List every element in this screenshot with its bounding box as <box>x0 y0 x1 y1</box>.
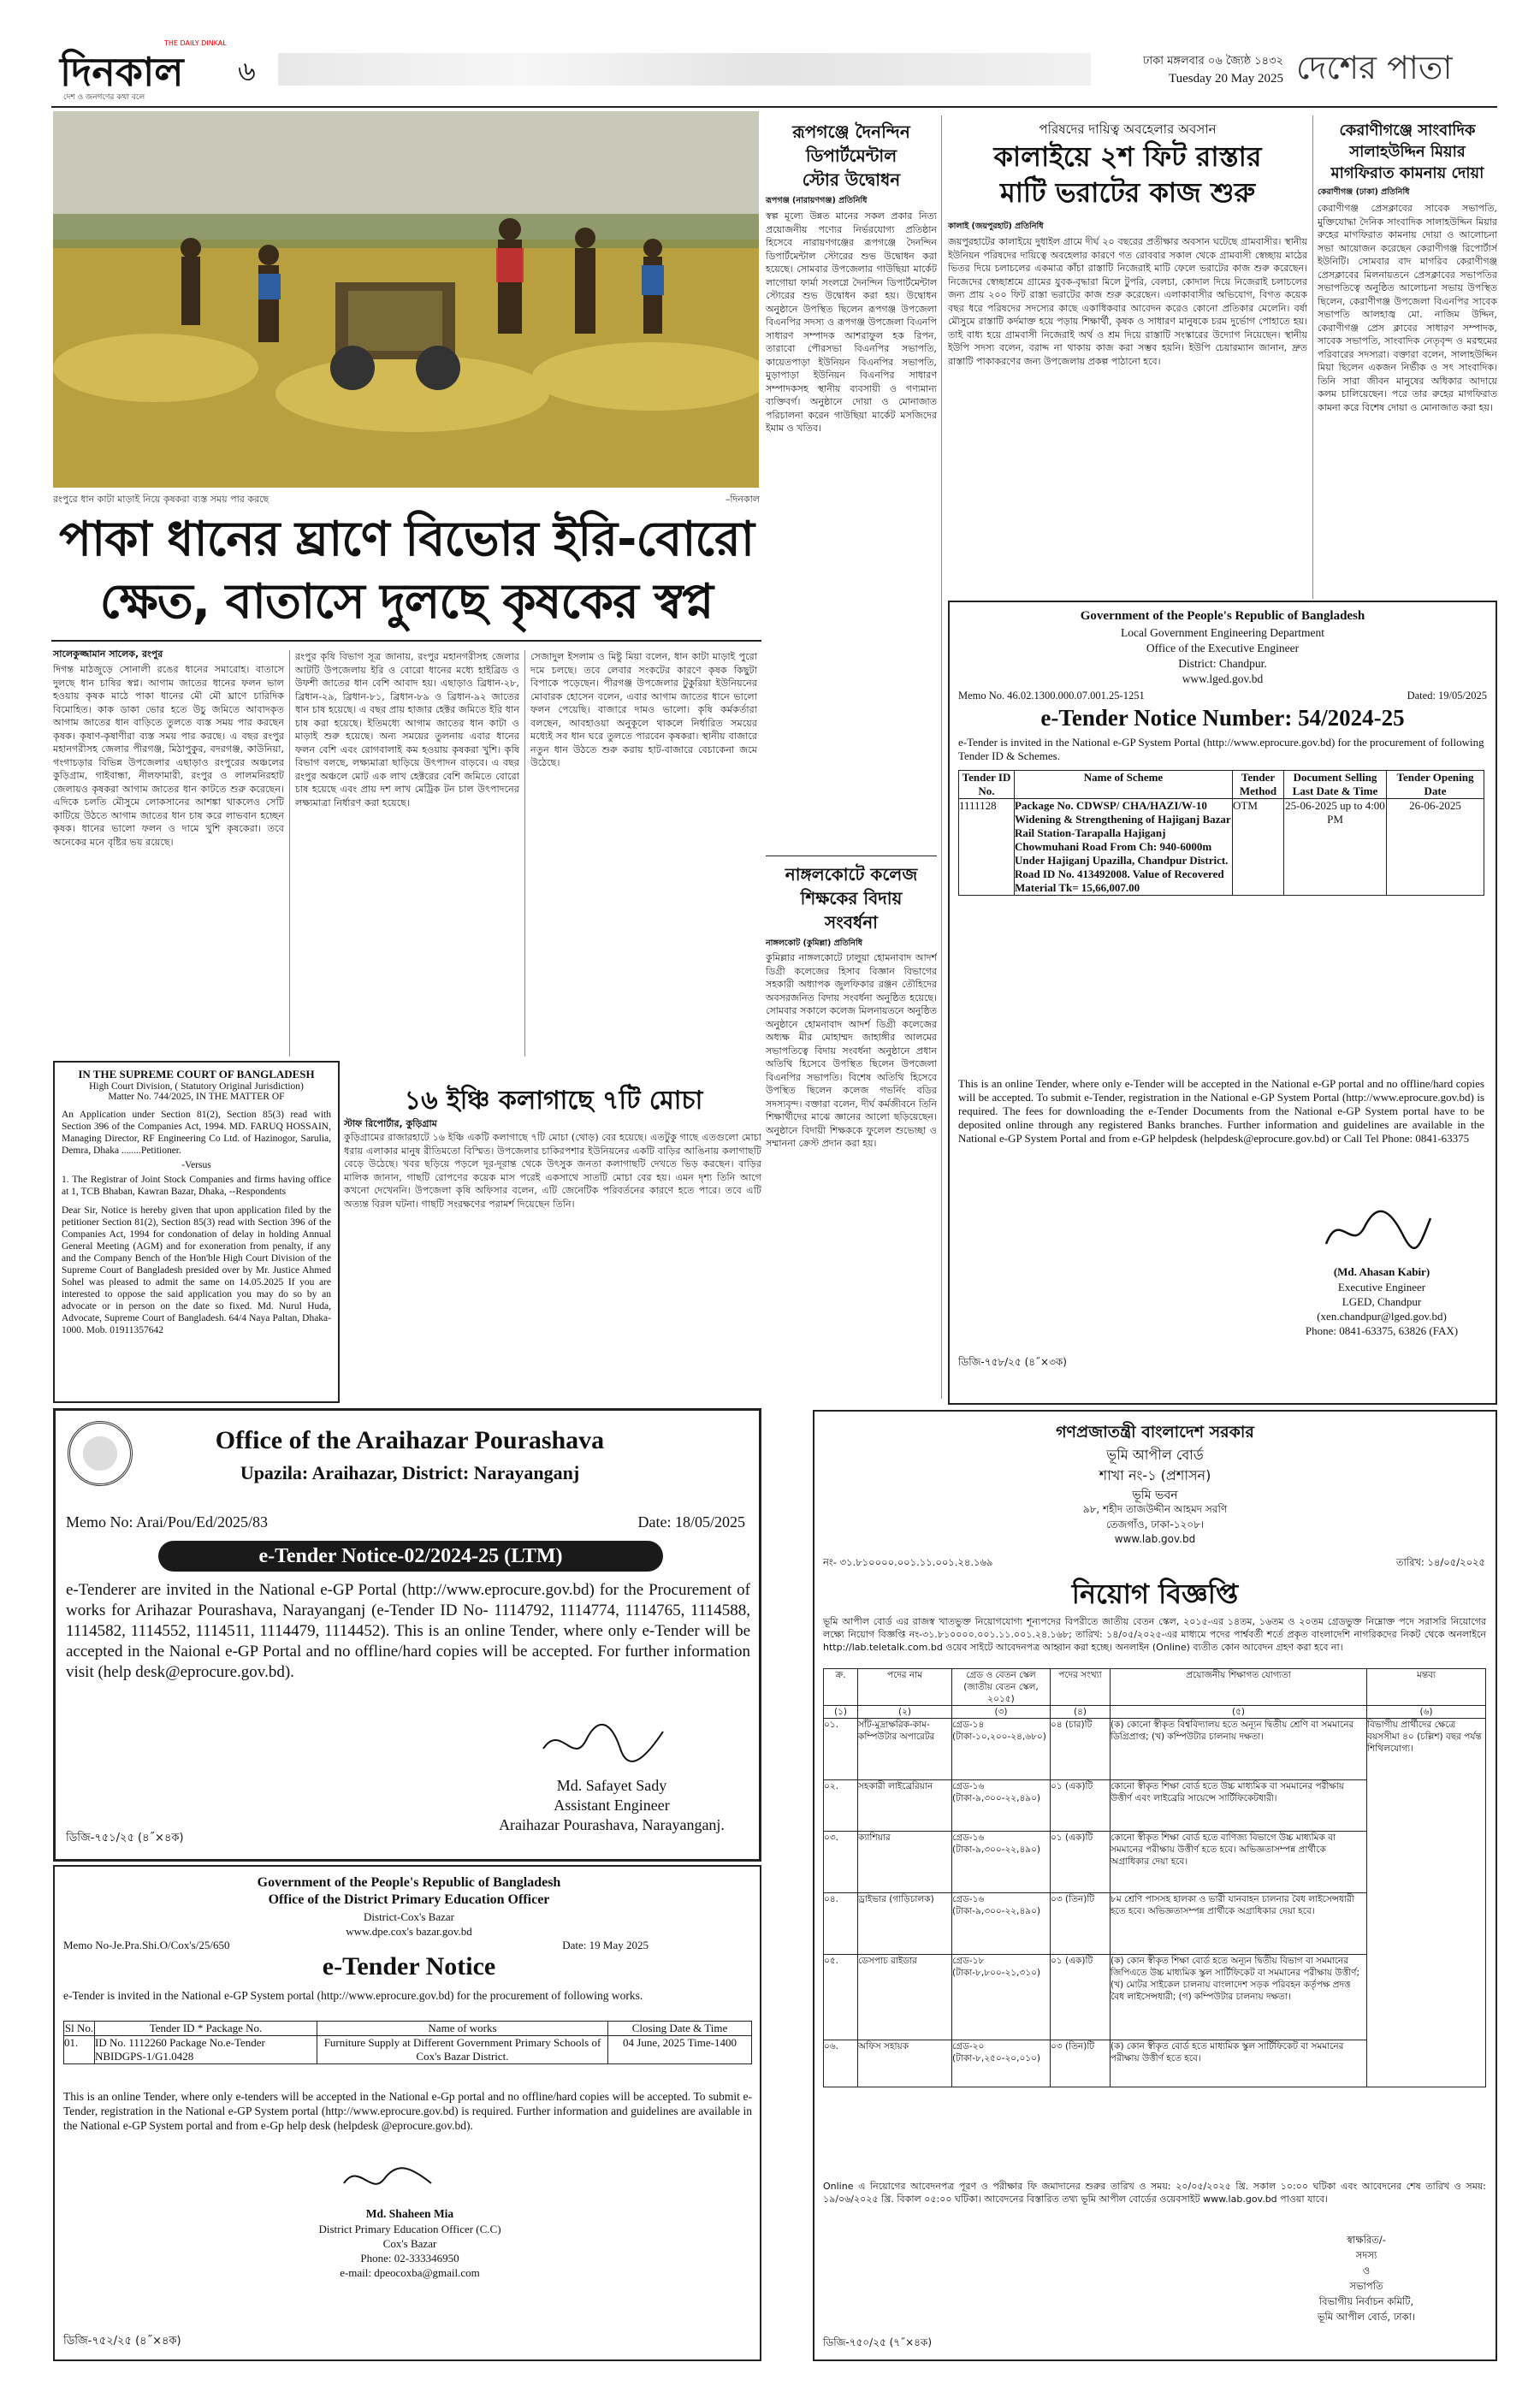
bhumi-online: Online এ নিয়োগের আবেদনপত্র পূরণ ও পরীক্ষার ফি জমাদানের শুরুর তারিখ ও সময়: ২০/০৫/২০২৫ খ্রি. সকাল ১০:০০ ঘটিকা এবং আবেদনের শেষ তারিখ ও সময়: ১৯/০৬/২০২৫ খ্রি. বিকাল ০৫:০০ ঘটিকা। আবেদনের বিস্তারিত তথ্য ভূমি আপীল বোর্ডের ওয়েবসাইট www.lab.gov.bd পাওয়া যাবে। <box>823 2181 1486 2205</box>
bhumi-cell: ০১ (এক)টি <box>1051 1780 1111 1832</box>
bhumi-th-qual: প্রয়োজনীয় শিক্ষাগত যোগ্যতা <box>1111 1669 1367 1706</box>
bhumi-th-post: পদের নাম <box>858 1669 952 1706</box>
dpeo-footer: This is an online Tender, where only e-tenders will be accepted in the National e-Gp portal and no offline/hard copies will be accepted. To submit e-Tender, registration in the National e-GP System portal (http://www.eprocure.gov.bd) is required. Further information and guidelines are available in the National e-GP System portal and from e-Gp help desk (helpdesk @eprocure.gov.bd). <box>63 2090 752 2132</box>
bhumi-cell: ড্রাইভার (গাড়িচালক) <box>858 1893 952 1955</box>
lead-col-3: সেজাদুল ইসলাম ও মিষ্টু মিয়া বলেন, ধান কাটা মাড়াই পুরো দমে চলছে। তবে লেবার সংকটের কারণে কৃষক কিছুটা বিপাকে পড়েছেন। পীরগঞ্জ উপজেলার টুকুরিয়া ইউনিয়নের মোবারক হোসেন বলেন, এবার আগাম জাতের ধানে ভালো ফলন পেয়েছি। বাজারে দামও ভালো। কৃষি কর্মকর্তারা বলছেন, আবহাওয়া অনুকূলে থাকলে নির্ধারিত সময়ের মধ্যেই সব ধান ঘরে তুলতে পারবেন কৃষকরা। স্থানীয় বাজারে নতুন ধান উঠতে শুরু করায় হাট-বাজারে বেচাকেনা জমে উঠেছে। <box>530 651 757 768</box>
dpeo-th-works: Name of works <box>317 2022 608 2036</box>
lged-sign-phone: Phone: 0841-63375, 63826 (FAX) <box>1305 1324 1459 1337</box>
bhumi-cell: সহকারী লাইব্রেরিয়ান <box>858 1780 952 1832</box>
bhumi-cell: বিভাগীয় প্রার্থীদের ক্ষেত্রে বয়সসীমা ৪০ (চল্লিশ) বছর পর্যন্ত শিথিলযোগ্য। <box>1367 1719 1486 2087</box>
court-subtitle-2: Matter No. 744/2025, IN THE MATTER OF <box>108 1092 285 1102</box>
bhumi-cell: সাঁট-মুদ্রাক্ষরিক-কাম-কম্পিউটার অপারেটর <box>858 1719 952 1780</box>
dpeo-web: www.dpe.cox's bazar.gov.bd <box>346 1925 472 1938</box>
dpeo-gov: Government of the People's Republic of Bangladesh <box>257 1875 561 1890</box>
bhumi-table <box>823 1668 1486 2087</box>
rupganj-body: স্বল্প মূল্যে উন্নত মানের সকল প্রকার নিত্য প্রয়োজনীয় পণ্যের নির্ভরযোগ্য প্রতিষ্ঠান হিসেবে নারায়ণগঞ্জের রূপগঞ্জে দৈনন্দিন ডিপার্টমেন্টাল স্টোরের শুভ উদ্বোধন করা হয়েছে। সোমবার উপজেলার গাউছিয়া মার্কেট লাগোয়া ফার্মা সংলগ্নে দৈনন্দিন ডিপার্টমেন্টাল স্টোরের শুভ উদ্বোধন করা হয়। উদ্বোধন অনুষ্ঠানে উপস্থিত ছিলেন রূপগঞ্জ উপজেলা বিএনপির সদস্য ও রূপগঞ্জ উপজেলা বিএনপি সাধারণ সম্পাদক আশরাফুল হক রিপন, তারাবো পৌরসভা বিএনপির সভাপতি, কায়েতপাড়া ইউনিয়ন বিএনপির সভাপতি, মুড়াপাড়া ইউনিয়ন বিএনপির সাধারণ সম্পাদকসহ স্থানীয় ব্যবসায়ী ও গণ্যমান্য ব্যক্তিবর্গ। অনুষ্ঠানে দোয়া ও মোনাজাত পরিচালনা করেন গাউছিয়া মার্কেট মসজিদের ইমাম ও খতিব। <box>766 210 937 434</box>
bhumi-cell: গ্রেড-১৪ (টাকা-১০,২০০-২৪,৬৮০) <box>952 1719 1051 1780</box>
lged-th-scheme: Name of Scheme <box>1015 771 1233 799</box>
kalai-byline: কালাই (জয়পুরহাট) প্রতিনিধি <box>948 222 1044 231</box>
masthead-tagline: দেশ ও জনগণের কথা বলে <box>63 93 145 102</box>
nangal-title-3[interactable]: সংবর্ধনা <box>825 912 878 933</box>
bhumi-sign-4: সভাপতি <box>1349 2280 1383 2292</box>
dpeo-place: District-Cox's Bazar <box>364 1910 454 1923</box>
kola-byline: স্টাফ রিপোর্টার, কুড়িগ্রাম <box>344 1118 437 1129</box>
lged-cell-opening: 26-06-2025 <box>1387 799 1484 896</box>
col-rule-right <box>1312 115 1313 599</box>
photo-caption: রংপুরে ধান কাটা মাড়াই নিয়ে কৃষকরা ব্যস্ত সময় পার করছে <box>53 494 270 505</box>
rupganj-title-3[interactable]: স্টোর উদ্বোধন <box>802 169 901 190</box>
araihazar-memo: Memo No: Arai/Pou/Ed/2025/83 <box>66 1513 268 1531</box>
lged-sign-name: (Md. Ahasan Kabir) <box>1333 1265 1430 1278</box>
bhumi-cell: ০৪ (চার)টি <box>1051 1719 1111 1780</box>
lged-dept: Local Government Engineering Department <box>1120 626 1325 639</box>
lged-th-selling: Document Selling Last Date & Time <box>1284 771 1387 799</box>
araihazar-banner: e-Tender Notice-02/2024-25 (LTM) <box>158 1541 663 1572</box>
keraniganj-title-2[interactable]: সালাহউদ্দিন মিয়ার <box>1349 143 1466 161</box>
lead-col-1: দিগন্ত মাঠজুড়ে সোনালী রঙের ধানের সমারোহ। বাতাসে দুলছে ধান চাষির স্বপ্ন। আগাম জাতের ধানের ফলন ভাল হওয়ায় কৃষক মাঠে পাকা ধানের মৌ মৌ ঘ্রাণে চারিদিক বিমোহিত। কাক ডাকা ভোর হতে উচু জমিতে আবাদকৃত আগাম জাতের ধান বাড়িতে তুলতে ব্যস্ত সময় পার করছেন কৃষক। কৃষাণ-কৃষাণীরা ব্যস্ত সময় পার করছে। এ বছর রংপুর মহানগরীসহ জেলার পীরগঞ্জ, মিঠাপুকুর, বদরগঞ্জ, কাউনিয়া, গংগাচড়ার বিভিন্ন উপজেলার এছাড়াও রংপুরের অঞ্চলের কুড়িগ্রাম, গাইবান্ধা, নীলফামারী, রংপুর ও লালমনিরহাট জেলায়ও কৃষকরা আগাম জাতের ধান কাটতে শুরু করেছেন। এদিকে চলতি মৌসুমে লোকসানের আশঙ্কা থাকলেও সেটি কাটিয়ে উঠতে আগাম জাতের ধান চাষ করে লাভবান হচ্ছেন কৃষক। ধানের ভালো ফলন ও দামে খুশি কৃষকেরা। তবে অনেকের মনে বৃষ্টির ভয় রয়েছে। <box>53 664 284 848</box>
bhumi-cell: গ্রেড-১৮ (টাকা-৮,৮০০-২১,৩১০) <box>952 1955 1051 2040</box>
dpeo-th-tender: Tender ID * Package No. <box>95 2022 317 2036</box>
lged-th-opening: Tender Opening Date <box>1387 771 1484 799</box>
court-title: IN THE SUPREME COURT OF BANGLADESH <box>78 1068 315 1081</box>
araihazar-ad-code: ডিজি-৭৫১/২৫ (৪˝×৪ক) <box>66 1832 184 1844</box>
page-number: ৬ <box>238 55 256 87</box>
lged-office: Office of the Executive Engineer <box>1146 642 1300 654</box>
masthead-logo-en: THE DAILY DINKAL <box>164 39 227 47</box>
araihazar-subtitle: Upazila: Araihazar, District: Narayanganj <box>240 1462 580 1483</box>
lged-sign-email: (xen.chandpur@lged.gov.bd) <box>1317 1310 1447 1323</box>
lead-photo <box>53 111 759 488</box>
lged-notice <box>948 601 1497 1405</box>
masthead-band <box>278 53 1091 86</box>
bhumi-addr-2: তেজগাঁও, ঢাকা-১২০৮। <box>1105 1519 1205 1531</box>
bhumi-addr-1: ৯৮, শহীদ তাজউদ্দীন আহমদ সরণি <box>1082 1503 1228 1515</box>
dpeo-notice <box>53 1865 761 2361</box>
nangal-body: কুমিল্লার নাঙ্গলকোটে ঢালুয়া হোমনাবাদ আদর্শ ডিগ্রী কলেজের হিসাব বিজ্ঞান বিভাগের সহকারী অধ্যাপক জুলফিকার রঞ্জন তৌহিদের অবসরজনিত বিদায় সংবর্ধনা অনুষ্ঠিত হয়েছে। সোমবার সকালে কলেজ মিলনায়তনে অনুষ্ঠিত অনুষ্ঠানে হোমনাবাদ আদর্শ ডিগ্রী কলেজের অধ্যক্ষ মীর মোহাম্মদ জাহাঙ্গীর আলমের সভাপতিত্বে বিদায় সংবর্ধনা অনুষ্ঠানে প্রধান অতিথি হিসেবে উপস্থিত ছিলেন উপজেলা বিএনপির সভাপতি। বিশেষ অতিথি হিসেবে উপস্থিত ছিলেন কলেজ গভর্নিং বডির সদস্যবৃন্দ। বক্তারা বলেন, দীর্ঘ কর্মজীবনে তিনি শিক্ষার্থীদের মাঝে জ্ঞানের আলো ছড়িয়েছেন। অনুষ্ঠানে বিদায়ী শিক্ষককে ফুলেল শুভেচ্ছা ও সম্মাননা ক্রেস্ট প্রদান করা হয়। <box>766 952 937 1149</box>
lead-headline-line-2[interactable]: ক্ষেত, বাতাসে দুলছে কৃষকের স্বপ্ন <box>99 574 714 630</box>
masthead-logo[interactable]: দিনকাল <box>60 49 184 95</box>
araihazar-body: e-Tenderer are invited in the National e-GP Portal (http://www.eprocure.gov.bd) for the Procurement of works for Arihazar Pourashava, Narayanganj (e-Tender ID No- 1114792, 1114774, 1114765, 1114588, 1114582, 1114552, 1114511, 1114479, 1114452). This is an online Tender, where only e-Tender will be accepted in the Naional e-GP Portal and no offline/hard copies will be accepted. For further information visit (help desk@eprocure.gov.bd). <box>66 1581 750 1681</box>
bhumi-th-remark: মন্তব্য <box>1367 1669 1486 1706</box>
bhumi-cell: ০৬. <box>824 2040 858 2087</box>
section-title: দেশের পাতা <box>1296 49 1453 86</box>
bhumi-colnum: (১) <box>824 1706 858 1719</box>
bhumi-intro: ভূমি আপীল বোর্ড এর রাজস্ব খাতভুক্ত নিয়োগযোগ্য শূন্যপদের বিপরীতে জাতীয় বেতন স্কেল, ২০১৫-এর ১৪তম, ১৬তম ও ২০তম গ্রেডভুক্ত নিম্নোক্ত পদে সরাসরি নিয়োগের লক্ষ্যে নিয়োগ বিজ্ঞপ্তি নং-৩১.৮১০০০০.০০১.১১.০০১.২৪.১৬৮; তারিখ: ১৪/০৫/২০২৫-এর মাধ্যমে পদের পার্শ্ববর্তী শর্তে প্রকৃত বাংলাদেশি নাগরিকদের নিকট থেকে অনলাইনে http://lab.teletalk.com.bd ওয়েব সাইটে আবেদনপত্র আহ্বান করা হচ্ছে। অনলাইন (Online) ব্যতীত কোন আবেদন গ্রহণ করা হবে না। <box>823 1616 1486 1653</box>
bhumi-cell: ডেসপাচ রাইডার <box>858 1955 952 2040</box>
bhumi-ad-code: ডিজি-৭৫০/২৫ (৭˝×৪ক) <box>823 2336 933 2348</box>
bhumi-cell: ০৩ (তিন)টি <box>1051 2040 1111 2087</box>
lged-district: District: Chandpur. <box>1178 657 1267 670</box>
bhumi-memo: নং- ৩১.৮১০০০০.০০১.১১.০০১.২৪.১৬৯ <box>823 1556 993 1568</box>
table-row <box>64 2036 752 2064</box>
lead-col-2: রংপুর কৃষি বিভাগ সূত্র জানায়, রংপুর মহানগরীসহ জেলার আটটি উপজেলায় ইরি ও বোরো ধানের মধ্যে হাইব্রিড ও উফশী জাতের ধান বেশি আবাদ হয়। এছাড়াও ব্রিধান-২৮, ব্রিধান-২৯, ব্রিধান-৮১, ব্রিধান-৮৯ ও ব্রিধান-৯২ জাতের ধান চাষ হয়েছে। এ বছর প্রায় হাজার হেক্টর জমিতে ইরি ধান চাষ করা হয়েছে। ইতিমধ্যে আগাম জাতের ধান কাটা ও মাড়াই শুরু হয়েছে। অন্য সময়ের তুলনায় এবার ধানের ফলন বেশি এবং রোগবালাই কম হওয়ায় কৃষকরা খুশি। কৃষি বিভাগ বলছে, লক্ষ্যমাত্রা ছাড়িয়ে উৎপাদন বাড়বে। এ বছর রংপুর অঞ্চলে মোট এক লাখ হেক্টরের বেশি জমিতে বোরো চাষ হয়েছে এবং প্রায় দশ লাখ মেট্রিক টন চাল উৎপাদনের লক্ষ্যমাত্রা নির্ধারণ করা হয়েছে। <box>295 651 519 808</box>
bhumi-cell: ক্যাশিয়ার <box>858 1832 952 1893</box>
court-body: An Application under Section 81(2), Section 85(3) read with Section 396 of the Companies Act, 1994. MD. FARUQ HOSSAIN, Managing Director, RF Engineering Co Ltd. of Hazinogor, Sarulia, Demra, Dhaka ........Petitioner. <box>62 1110 331 1156</box>
bhumi-th-grade: গ্রেড ও বেতন স্কেল (জাতীয় বেতন স্কেল, ২০১৫) <box>952 1669 1051 1706</box>
bhumi-notice <box>813 1410 1497 2361</box>
lged-title: e-Tender Notice Number: 54/2024-25 <box>1040 705 1405 731</box>
rupganj-byline: রূপগঞ্জ (নারায়ণগঞ্জ) প্রতিনিধি <box>766 196 868 205</box>
lged-sign-title: Executive Engineer <box>1337 1281 1426 1294</box>
dpeo-cell-tender: ID No. 1112260 Package No.e-Tender NBIDGPS-1/G1.0428 <box>95 2036 317 2064</box>
col-rule-mid <box>941 115 942 1399</box>
bhumi-bhaban: ভূমি ভবন <box>1132 1489 1178 1502</box>
bhumi-colnum: (৩) <box>952 1706 1051 1719</box>
dpeo-office: Office of the District Primary Education Officer <box>268 1892 550 1907</box>
bhumi-th-sl: ক্র. <box>824 1669 858 1706</box>
lged-cell-method: OTM <box>1233 799 1284 896</box>
dpeo-th-closing: Closing Date & Time <box>608 2022 752 2036</box>
bhumi-cell: ৮ম শ্রেণি পাসসহ হালকা ও ভারী যানবাহন চালনার বৈধ লাইসেন্সধারী হতে হবে। অভিজ্ঞতাসম্পন্ন প্রার্থীকে অগ্রাধিকার দেয়া হবে। <box>1111 1893 1367 1955</box>
table-row <box>959 799 1484 896</box>
dpeo-sign-place: Cox's Bazar <box>382 2237 437 2250</box>
dpeo-cell-sl: 01. <box>64 2036 95 2064</box>
bhumi-branch: শাখা নং-১ (প্রশাসন) <box>1099 1467 1211 1483</box>
lged-date: Dated: 19/05/2025 <box>1407 690 1487 702</box>
dpeo-memo: Memo No-Je.Pra.Shi.O/Cox's/25/650 <box>63 1939 230 1951</box>
dpeo-cell-closing: 04 June, 2025 Time-1400 <box>608 2036 752 2064</box>
nangal-byline: নাঙ্গলকোট (কুমিল্লা) প্রতিনিধি <box>766 938 863 948</box>
araihazar-signature-icon <box>535 1714 672 1770</box>
lead-byline: সালেকুজ্জামান সালেক, রংপুর <box>53 648 163 660</box>
rupganj-title-2[interactable]: ডিপার্টমেন্টাল <box>805 145 897 166</box>
bhumi-cell: (ক) কোন স্বীকৃত বোর্ড হতে মাধ্যমিক স্কুল সার্টিফিকেট বা সমমানের পরীক্ষায় উত্তীর্ণ হতে হবে। <box>1111 2040 1367 2087</box>
bhumi-cell: গ্রেড-২০ (টাকা-৮,২৫০-২০,০১০) <box>952 2040 1051 2087</box>
dpeo-intro: e-Tender is invited in the National e-GP System portal (http://www.eprocure.gov.bd) for the procurement of following works. <box>63 1989 643 2002</box>
rice-harvest-illustration <box>53 111 759 488</box>
masthead-date-en: Tuesday 20 May 2025 <box>1168 72 1283 86</box>
lged-gov: Government of the People's Republic of Bangladesh <box>1080 609 1365 623</box>
bhumi-cell: ০১. <box>824 1719 858 1780</box>
keraniganj-body: কেরাণীগঞ্জ প্রেসক্লাবের সাবেক সভাপতি, মুক্তিযোদ্ধা দৈনিক সাংবাদিক সালাহউদ্দিন মিয়ার রুহের মাগফিরাত কামনায় দোয়া ও আলোচনা সভা আয়োজন করেছেন কেরাণীগঞ্জ রিপোর্টার্স ইউনিটি। সোমবার বাদ মাগরিব কেরাণীগঞ্জ প্রেসক্লাবের মিলনায়তনে প্রেসক্লাবের সভাপতির সভাপতিত্বে অনুষ্ঠিত আলোচনা সভায় উপস্থিত ছিলেন, কেরাণীগঞ্জ উপজেলা বিএনপির সাবেক সভাপতি আলহাজ্ব মো. নাজিম উদ্দিন, কেরাণীগঞ্জ প্রেস ক্লাবের সাধারণ সম্পাদক, সাবেক সভাপতি, সাংবাদিক নেতৃবৃন্দ ও মরহুমের পরিবারের সদস্যরা। বক্তারা বলেন, সালাহউদ্দিন মিয়া ছিলেন একজন নির্ভীক ও সৎ সাংবাদিক। তিনি সারা জীবন মানুষের অধিকার আদায়ে কলম চালিয়েছেন। পরে তার রুহের মাগফিরাত কামনা করে বিশেষ দোয়া ও মোনাজাত করা হয়। <box>1318 203 1497 413</box>
bhumi-cell: ০৪. <box>824 1893 858 1955</box>
bhumi-colnum: (২) <box>858 1706 952 1719</box>
table-row <box>824 1719 1486 1780</box>
dpeo-title: e-Tender Notice <box>322 1952 496 1981</box>
dpeo-signature-icon <box>337 2158 440 2200</box>
lged-cell-scheme: Package No. CDWSP/ CHA/HAZI/W-10 Widening & Strengthening of Hajiganj Bazar Rail Station-Tarapalla Hajiganj Chowmuhani Road From Ch: 940-6000m Under Hajiganj Upazilla, Chandpur District. Road ID No. 413492008. Value of Recovered Material Tk= 15,66,007.00 <box>1015 799 1231 894</box>
masthead-date-bn: ঢাকা মঙ্গলবার ০৬ জ্যৈষ্ঠ ১৪৩২ <box>1142 55 1283 68</box>
bhumi-cell: গ্রেড-১৬ (টাকা-৯,৩০০-২২,৪৯০) <box>952 1780 1051 1832</box>
bhumi-th-count: পদের সংখ্যা <box>1051 1669 1111 1706</box>
court-subtitle-1: High Court Division, ( Statutory Original Jurisdiction) <box>89 1081 304 1092</box>
bhumi-cell: ০২. <box>824 1780 858 1832</box>
bhumi-cell: অফিস সহায়ক <box>858 2040 952 2087</box>
lged-web: www.lged.gov.bd <box>1182 672 1264 685</box>
bhumi-sign-5: বিভাগীয় নির্বাচন কমিটি, <box>1318 2295 1414 2307</box>
bhumi-cell: ০১ (এক)টি <box>1051 1832 1111 1893</box>
bhumi-colnum: (৪) <box>1051 1706 1111 1719</box>
masthead-rule <box>51 106 1497 108</box>
lged-memo: Memo No. 46.02.1300.000.07.001.25-1251 <box>958 690 1145 702</box>
dpeo-sign-name: Md. Shaheen Mia <box>365 2207 454 2220</box>
bhumi-cell: গ্রেড-১৬ (টাকা-৯,৩০০-২২,৪৯০) <box>952 1832 1051 1893</box>
lged-intro: e-Tender is invited in the National e-GP System Portal (http://www.eprocure.gov.bd) for the procurement of following Tender ID & Schemes. <box>958 736 1484 762</box>
araihazar-sign-name: Md. Safayet Sady <box>556 1777 667 1794</box>
bhumi-cell: ০১ (এক)টি <box>1051 1955 1111 2040</box>
bhumi-sign-6: ভূমি আপীল বোর্ড, ঢাকা। <box>1317 2311 1416 2323</box>
masthead <box>51 36 1497 104</box>
lged-table <box>958 770 1484 896</box>
lged-sign-office: LGED, Chandpur <box>1342 1295 1422 1308</box>
lged-cell-id: 1111128 <box>959 799 1015 896</box>
dpeo-sign-email: e-mail: dpeocoxba@gmail.com <box>340 2266 480 2279</box>
dpeo-sign-phone: Phone: 02-333346950 <box>360 2252 459 2265</box>
dpeo-date: Date: 19 May 2025 <box>562 1939 649 1951</box>
bhumi-board: ভূমি আপীল বোর্ড <box>1106 1447 1204 1463</box>
lged-ad-code: ডিজি-৭৫৮/২৫ (৪˝×৩ক) <box>958 1356 1067 1368</box>
bhumi-cell: কোনো স্বীকৃত শিক্ষা বোর্ড হতে বাণিজ্য বিভাগে উচ্চ মাধ্যমিক বা সমমানের পরীক্ষায় উত্তীর্ণ হতে হবে। অভিজ্ঞতাসম্পন্ন প্রার্থীকে অগ্রাধিকার দেয়া হবে। <box>1111 1832 1367 1893</box>
kola-body: কুড়িগ্রামের রাজারহাটে ১৬ ইঞ্চি একটি কলাগাছে ৭টি মোচা (থোড়) বের হয়েছে। এতটুকু গাছে এতগুলো মোচা ধরায় এলাকার মানুষ রীতিমতো বিস্মিত। উপজেলার চাকিরপশার ইউনিয়নের একটি বাড়ির আঙিনায় কলাগাছটি বেড়ে উঠেছে। খবর ছড়িয়ে পড়লে দূর-দূরান্ত থেকে উৎসুক জনতা কলাগাছটি দেখতে ভিড় করছেন। বাড়ির মালিক জানান, গাছটি রোপণের কয়েক মাস পরেই একসাথে সাতটি মোচা বের হয়। এমন দৃশ্য তিনি আগে কখনো দেখেননি। উপজেলা কৃষি অফিসার বলেন, এটি জেনেটিক পরিবর্তনের কারণে হতে পারে। তবে এটি অত্যন্ত বিরল ঘটনা। গাছটি সংরক্ষণের পরামর্শ দিয়েছেন তিনি। <box>344 1132 761 1210</box>
bhumi-colnum: (৫) <box>1111 1706 1367 1719</box>
lged-th-id: Tender ID No. <box>959 771 1015 799</box>
col-rule-1 <box>289 650 290 1057</box>
bhumi-web: www.lab.gov.bd <box>1114 1533 1196 1545</box>
dpeo-sign-title: District Primary Education Officer (C.C) <box>318 2223 501 2235</box>
bhumi-cell: ০৩ (তিন)টি <box>1051 1893 1111 1955</box>
dpeo-ad-code: ডিজি-৭৫২/২৫ (৪˝×৪ক) <box>63 2335 181 2348</box>
bhumi-sign-2: সদস্য <box>1355 2249 1377 2261</box>
kalai-kicker: পরিষদের দায়িত্ব অবহেলার অবসান <box>1039 121 1217 137</box>
kalai-body: জয়পুরহাটের কালাইয়ে দুধাইল গ্রামে দীর্ঘ ২০ বছরের প্রতীক্ষার অবসান ঘটেছে গ্রামবাসীর। স্থানীয় ইউনিয়ন পরিষদের দায়িত্বে অবহেলার কারণে গত রোববার সকাল থেকে গ্রামবাসী স্বেচ্ছায় মাঠের ভিতর দিয়ে চলাচলের একমাত্র কাঁচা রাস্তাটি নিজেরাই মাটি ফেলে ভরাটের কাজ শুরু করেছেন। নিজেদের স্বেচ্ছাশ্রমে গ্রামের যুবক-বৃদ্ধারা মিলে টুপরি, বেলচা, কোদাল দিয়ে নিজেরাই চলাচলের জন্য প্রায় ২০০ ফিট রাস্তা ভরাটের কাজ শুরু করেছেন। এলাকাবাসীর অভিযোগ, বিগত কয়েক বছর ধরে পরিষদের সদস্যের কাছে একাধিকবার আবেদন করেও কোনো প্রতিকার মেলেনি। বর্ষা মৌসুমে রাস্তাটি কর্দমাক্ত হয়ে পড়ায় শিক্ষার্থী, কৃষক ও সাধারণ মানুষকে চরম দুর্ভোগ পোহাতে হয়। তাই বাধ্য হয়ে গ্রামবাসী নিজেরাই অর্থ ও শ্রম দিয়ে রাস্তাটি সংস্কারের উদ্যোগ নিয়েছেন। স্থানীয় ইউপি সদস্য বলেন, বরাদ্দ না থাকায় কাজ করা সম্ভব হয়নি। ইউপি চেয়ারম্যান জানান, দ্রুত রাস্তাটি পাকাকরণের জন্য উপজেলায় প্রকল্প পাঠানো হবে। <box>948 236 1307 367</box>
bhumi-cell: ০৫. <box>824 1955 858 2040</box>
dpeo-th-sl: Sl No. <box>64 2022 94 2034</box>
court-versus: -Versus <box>181 1160 211 1170</box>
bhumi-sign-3: ও <box>1362 2265 1371 2277</box>
bhumi-date: তারিখ: ১৪/০৫/২০২৫ <box>1395 1556 1485 1568</box>
bhumi-cell: কোনো স্বীকৃত শিক্ষা বোর্ড হতে উচ্চ মাধ্যমিক বা সমমানের পরীক্ষায় উত্তীর্ণ এবং লাইব্রেরি সায়েন্সে সার্টিফিকেটধারী। <box>1111 1780 1367 1832</box>
keraniganj-title-1[interactable]: কেরাণীগঞ্জে সাংবাদিক <box>1339 121 1476 139</box>
bhumi-sign-1: স্বাক্ষরিত/- <box>1347 2234 1386 2246</box>
lged-th-method: Tender Method <box>1233 771 1284 799</box>
lged-cell-selling: 25-06-2025 up to 4:00 PM <box>1284 799 1387 896</box>
kalai-title-1[interactable]: কালাইয়ে ২শ ফিট রাস্তার <box>993 140 1262 173</box>
bhumi-cell: ০৩. <box>824 1832 858 1893</box>
court-respondents: 1. The Registrar of Joint Stock Companies and firms having office at 1, TCB Bhaban, Kawran Bazar, Dhaka, --Respondents <box>62 1175 331 1197</box>
kola-headline[interactable]: ১৬ ইঞ্চি কলাগাছে ৭টি মোচা <box>404 1086 703 1116</box>
bhumi-title: নিয়োগ বিজ্ঞপ্তি <box>1071 1578 1239 1610</box>
nangal-title-1[interactable]: নাঙ্গলকোটে কলেজ <box>785 864 918 885</box>
dpeo-cell-works: Furniture Supply at Different Government Primary Schools of Cox's Bazar District. <box>317 2036 608 2064</box>
col-rule-2 <box>524 650 525 1057</box>
keraniganj-byline: কেরাণীগঞ্জ (ঢাকা) প্রতিনিধি <box>1318 187 1410 197</box>
lead-headline-line-1[interactable]: পাকা ধানের ঘ্রাণে বিভোর ইরি-বোরো <box>58 512 755 567</box>
araihazar-title: Office of the Araihazar Pourashava <box>215 1426 605 1454</box>
photo-credit: –দিনকাল <box>725 494 760 505</box>
araihazar-notice <box>53 1408 761 1862</box>
keraniganj-title-3[interactable]: মাগফিরাত কামনায় দোয়া <box>1330 164 1484 182</box>
lged-footer: This is an online Tender, where only e-Tender will be accepted in the National e-GP portal and no offline/hard copies will be accepted. To submit e-Tender, registration in the National e-GP System Portal (http://www.eprocure.gov.bd) is required. The fees for downloading the e-Tender Documents from the National e-GP System portal have to be deposited online through any registered Banks branches. Further information and guidelines are available in the National e-GP System Portal and from e-GP helpdesk (helpdesk@eprocure.gov.bd) or Call Tel Phone: 0841-63375 <box>958 1077 1484 1145</box>
bhumi-colnum: (৬) <box>1367 1706 1486 1719</box>
bhumi-cell: (ক) কোনো স্বীকৃত বিশ্ববিদ্যালয় হতে অন্যূন দ্বিতীয় শ্রেণি বা সমমানের ডিগ্রিপ্রাপ্ত; (খ) কম্পিউটার চালনায় দক্ষতা। <box>1111 1719 1367 1780</box>
bhumi-gov: গণপ্রজাতন্ত্রী বাংলাদেশ সরকার <box>1056 1423 1254 1442</box>
nangal-title-2[interactable]: শিক্ষকের বিদায় <box>800 888 903 909</box>
araihazar-sign-office: Araihazar Pourashava, Narayanganj. <box>499 1816 725 1833</box>
araihazar-sign-title: Assistant Engineer <box>554 1797 670 1814</box>
court-notice <box>53 1061 340 1403</box>
lged-signature-icon <box>1318 1205 1437 1257</box>
kalai-title-2[interactable]: মাটি ভরাটের কাজ শুরু <box>999 176 1256 209</box>
court-notice-text: Dear Sir, Notice is hereby given that upon application filed by the petitioner Section 81(2), Section 85(3) read with Section 396 of the Companies Act, 1994 for condonation of delay in holding Annual General Meeting (AGM) and for exoneration from penalty, if any and the Company Bench of the Hon'ble High Court Division of the Supreme Court of Bangladesh presided over by Mr. Justice Ahmed Sohel was pleased to admit the same on 14.05.2025 If you are interested to oppose the said application you may do so by an advocate or in person on the date so fixed. Md. Nurul Huda, Advocate, Supreme Court of Bangladesh. 64/4 Naya Paltan, Dhaka-1000. Mob. 01911357642 <box>62 1205 331 1335</box>
bhumi-cell: গ্রেড-১৬ (টাকা-৯,৩০০-২২,৪৯০) <box>952 1893 1051 1955</box>
rupganj-title-1[interactable]: রূপগঞ্জে দৈনন্দিন <box>792 121 910 142</box>
bhumi-cell: (ক) কোন স্বীকৃত শিক্ষা বোর্ড হতে অন্যূন দ্বিতীয় বিভাগ বা সমমানের জিপিএতে উচ্চ মাধ্যমিক স্কুল সার্টিফিকেট বা সমমানের পরীক্ষায় উত্তীর্ণ; (খ) মোটর সাইকেল চালনায় বাংলাদেশ সড়ক পরিবহন কর্তৃপক্ষ প্রদত্ত বৈধ লাইসেন্সধারী; (গ) কম্পিউটার চালনায় দক্ষতা। <box>1111 1955 1367 2040</box>
dpeo-table <box>63 2021 752 2064</box>
lead-rule <box>51 640 761 642</box>
araihazar-date: Date: 18/05/2025 <box>637 1513 745 1531</box>
